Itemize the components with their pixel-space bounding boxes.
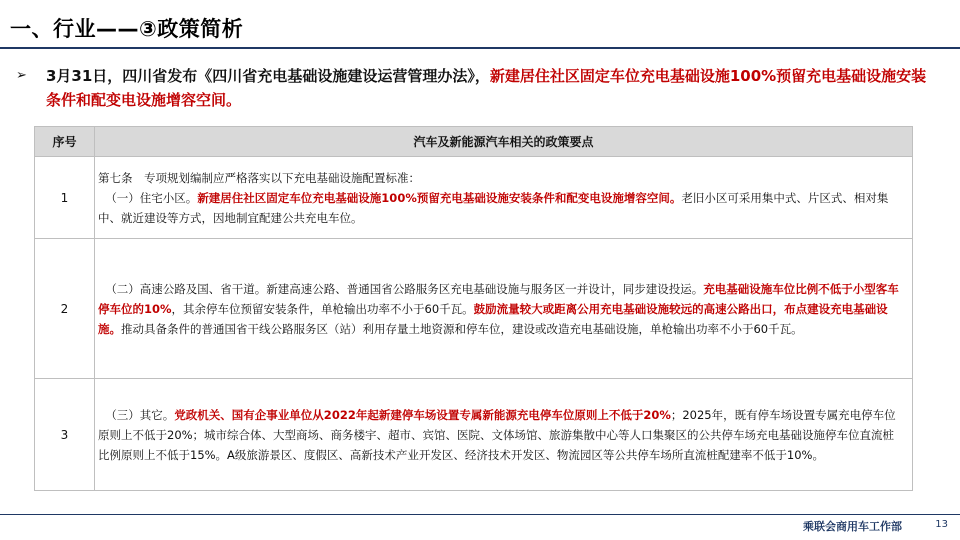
clause-rest: 老旧小区可采用集中式、片区式、相对集中、就近建设等方式，因地制宜配建公共充电车位。 — [98, 190, 889, 225]
row-index: 3 — [35, 379, 95, 491]
clause-lead: （三）其它。 — [105, 407, 175, 422]
clause-text — [98, 405, 902, 465]
clause-highlight: 鼓励流量较大或距离公用充电基础设施较远的高速公路出口，布点建设充电基础设施。 — [98, 301, 888, 336]
table-row — [35, 379, 913, 491]
row-index: 2 — [35, 239, 95, 379]
clause-text — [98, 188, 902, 228]
title-divider — [0, 47, 960, 49]
policy-table — [34, 126, 913, 491]
clause-highlight: 党政机关、国有企事业单位从2022年起新建停车场设置专属新能源充电停车位原则上不低于20% — [174, 407, 671, 422]
row-content — [95, 157, 913, 239]
header-index: 序号 — [35, 127, 95, 157]
row-content — [95, 379, 913, 491]
page-number: 13 — [935, 519, 948, 530]
clause-rest: ，其余停车位预留安装条件，单枪输出功率不小于60千瓦。 — [171, 301, 474, 316]
clause-lead: （一）住宅小区。 — [105, 190, 198, 205]
table-header-row — [35, 127, 913, 157]
clause-text — [98, 279, 902, 339]
table-row — [35, 157, 913, 239]
arrow-bullet-icon: ➢ — [16, 68, 27, 83]
row-index: 1 — [35, 157, 95, 239]
key-point-text — [16, 64, 936, 112]
footer-divider — [0, 514, 960, 515]
row-content — [95, 239, 913, 379]
clause-lead: （二）高速公路及国、省干道。新建高速公路、普通国省公路服务区充电基础设施与服务区一并设计，同步建设投运。 — [105, 281, 704, 296]
clause-rest: 推动具备条件的普通国省干线公路服务区（站）利用存量土地资源和停车位，建设或改造充电基础设施，单枪输出功率不小于60千瓦。 — [121, 321, 803, 336]
header-content: 汽车及新能源汽车相关的政策要点 — [95, 127, 913, 157]
clause-highlight: 新建居住社区固定车位充电基础设施100%预留充电基础设施安装条件和配变电设施增容空间。 — [197, 190, 682, 205]
key-point-highlight: 新建居住社区固定车位充电基础设施100%预留充电基础设施安装条件和配变电设施增容空间。 — [46, 67, 927, 109]
clause-rest: ；2025年，既有停车场设置专属充电停车位原则上不低于20%；城市综合体、大型商场、商务楼宇、超市、宾馆、医院、文体场馆、旅游集散中心等人口集聚区的公共停车场充电基础设施停车位直流桩比例原则上不低于15%。A级旅游景区、度假区、高新技术产业开发区、经济技术开发区、物流园区等公共停车场所直流桩配建率不低于10%。 — [98, 407, 896, 462]
key-point-lead: 3月31日，四川省发布《四川省充电基础设施建设运营管理办法》， — [46, 67, 490, 85]
table-row — [35, 239, 913, 379]
key-point — [16, 64, 936, 112]
page-title: 一、行业——③政策简析 — [10, 17, 244, 41]
article-heading: 第七条 专项规划编制应严格落实以下充电基础设施配置标准： — [98, 170, 420, 185]
footer-organization: 乘联会商用车工作部 — [803, 520, 902, 533]
clause-highlight: 充电基础设施车位比例不低于小型客车停车位的10% — [98, 281, 899, 316]
